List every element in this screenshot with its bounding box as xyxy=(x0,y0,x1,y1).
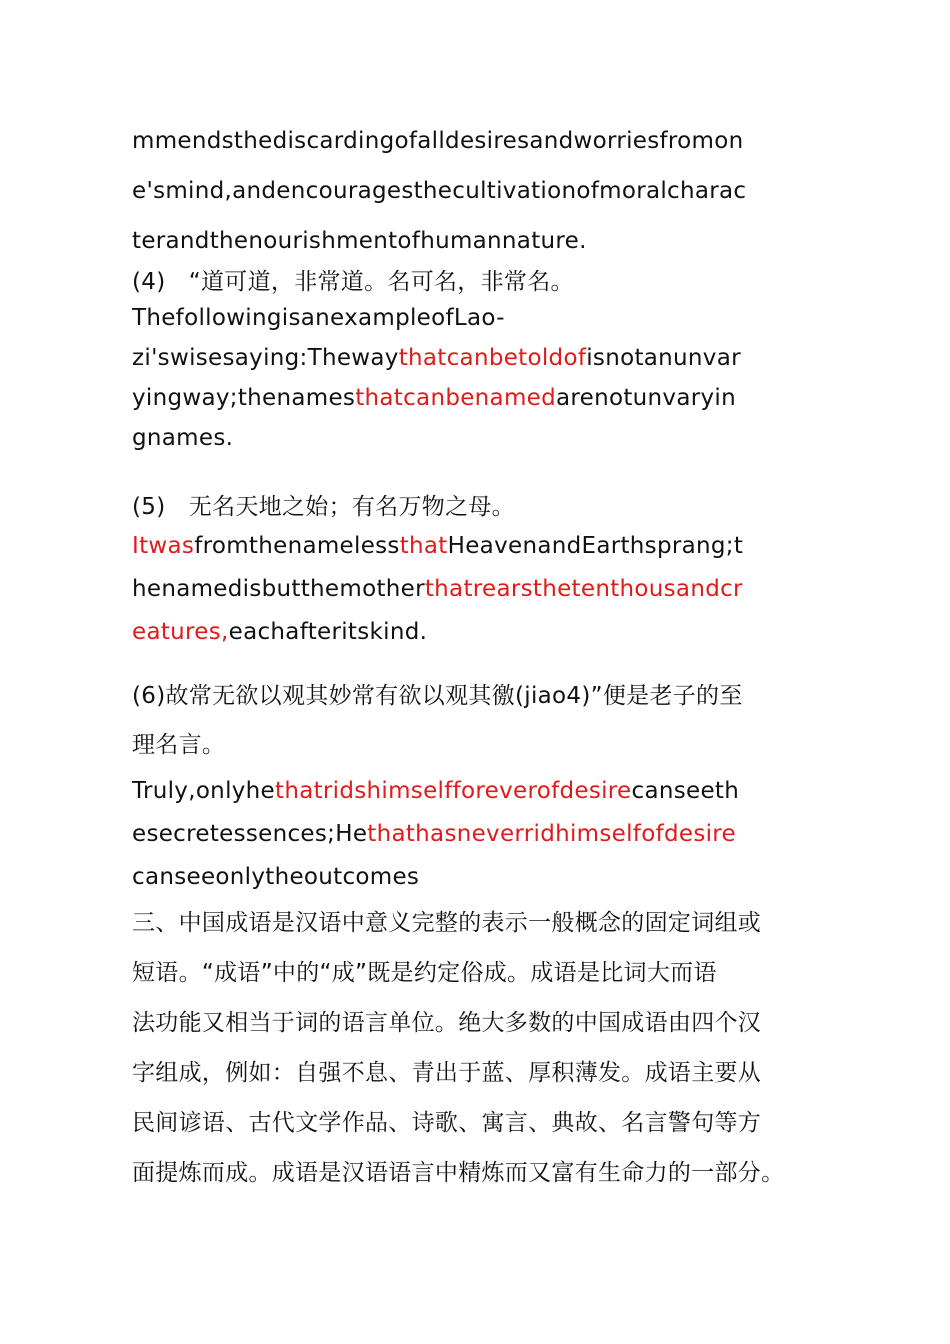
text-line: mmendsthediscardingofalldesiresandworriesfromon xyxy=(132,128,744,154)
highlighted-clause: thatcanbenamed xyxy=(355,385,557,411)
paragraph-example-6 xyxy=(132,672,832,899)
example-heading: (4) “道可道，非常道。名可名，非常名。 xyxy=(132,269,574,295)
text-segment: canseeth xyxy=(631,778,740,804)
text-segment: fromthenameless xyxy=(194,533,400,559)
highlighted-clause: that xyxy=(399,533,448,559)
text-line: gnames. xyxy=(132,425,234,451)
highlighted-clause: Itwas xyxy=(132,533,195,559)
text-line: 法功能又相当于词的语言单位。绝大多数的中国成语由四个汉 xyxy=(132,1010,762,1036)
paragraph-translation-continuation xyxy=(132,116,832,266)
text-segment: henamedisbutthemother xyxy=(132,576,425,602)
text-segment: eachafteritskind. xyxy=(228,619,428,645)
paragraph-example-5 xyxy=(132,490,832,654)
text-line: ThefollowingisanexampleofLao- xyxy=(132,305,505,331)
text-line xyxy=(132,813,832,856)
highlighted-clause: thatridshimselfforeverofdesire xyxy=(275,778,632,804)
text-segment: Truly,onlyhe xyxy=(132,778,275,804)
text-line: 字组成，例如：自强不息、青出于蓝、厚积薄发。成语主要从 xyxy=(132,1060,762,1086)
text-line: 民间谚语、古代文学作品、诗歌、寓言、典故、名言警句等方 xyxy=(132,1110,762,1136)
text-line xyxy=(132,525,832,568)
text-line: canseeonlytheoutcomes xyxy=(132,864,420,890)
text-line: 三、中国成语是汉语中意义完整的表示一般概念的固定词组或 xyxy=(132,910,762,936)
highlighted-clause: thathasneverridhimselfofdesire xyxy=(367,821,736,847)
text-line: e'smind,andencouragesthecultivationofmoralcharac xyxy=(132,178,747,204)
text-segment: isnotanunvar xyxy=(586,345,741,371)
highlighted-clause: eatures, xyxy=(132,619,229,645)
text-segment: zi'swisesaying:Theway xyxy=(132,345,399,371)
text-line: terandthenourishmentofhumannature. xyxy=(132,228,587,254)
example-heading: 理名言。 xyxy=(132,732,226,758)
text-segment: yingway;thenames xyxy=(132,385,356,411)
text-line: 面提炼而成。成语是汉语语言中精炼而又富有生命力的一部分。 xyxy=(132,1160,785,1186)
text-line: 短语。“成语”中的“成”既是约定俗成。成语是比词大而语 xyxy=(132,960,717,986)
paragraph-example-4 xyxy=(132,266,832,458)
example-heading: (6)故常无欲以观其妙常有欲以观其徼(jiao4)”便是老子的至 xyxy=(132,683,743,709)
text-line xyxy=(132,568,832,611)
text-line xyxy=(132,378,832,418)
text-segment: esecretessences;He xyxy=(132,821,368,847)
text-line xyxy=(132,338,832,378)
text-line xyxy=(132,770,832,813)
example-heading: (5) 无名天地之始；有名万物之母。 xyxy=(132,494,515,520)
text-segment: arenotunvaryin xyxy=(556,385,736,411)
highlighted-clause: thatrearsthetenthousandcr xyxy=(424,576,743,602)
text-line xyxy=(132,611,832,654)
paragraph-chengyu-section xyxy=(132,898,832,1198)
text-segment: HeavenandEarthsprang;t xyxy=(447,533,744,559)
highlighted-clause: thatcanbetoldof xyxy=(398,345,587,371)
